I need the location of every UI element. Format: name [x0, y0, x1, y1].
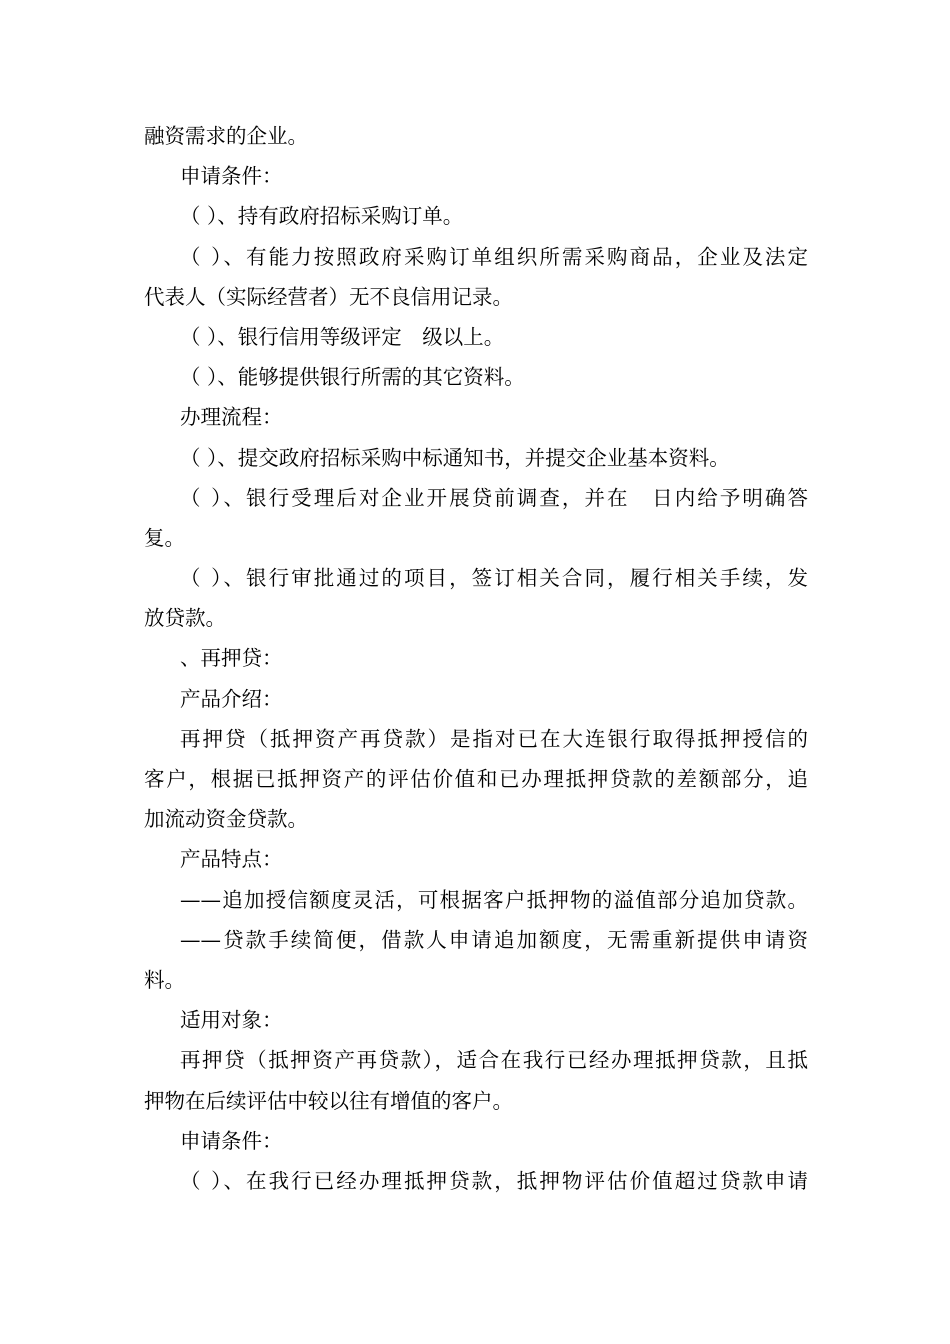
paragraph-line: 加流动资金贷款。 — [144, 807, 308, 832]
list-item: （ ）、提交政府招标采购中标通知书，并提交企业基本资料。 — [180, 445, 730, 470]
section-heading-introduction: 产品介绍： — [180, 686, 283, 711]
section-heading-features: 产品特点： — [180, 847, 283, 872]
paragraph-line: 押物在后续评估中较以往有增值的客户。 — [144, 1088, 513, 1113]
paragraph-line: 客户，根据已抵押资产的评估价值和已办理抵押贷款的差额部分，追 — [144, 767, 808, 791]
document-body — [144, 116, 808, 1201]
paragraph-line: 复。 — [144, 525, 185, 550]
paragraph-line: 融资需求的企业。 — [144, 124, 308, 148]
list-item: ——追加授信额度灵活，可根据客户抵押物的溢值部分追加贷款。 — [180, 887, 808, 912]
list-item: ——贷款手续简便，借款人申请追加额度，无需重新提供申请资 — [180, 927, 808, 952]
list-item: （ ）、有能力按照政府采购订单组织所需采购商品，企业及法定 — [180, 244, 808, 269]
paragraph-line: 代表人（实际经营者）无不良信用记录。 — [144, 284, 513, 309]
list-item: （ ）、银行受理后对企业开展贷前调查，并在 日内给予明确答 — [180, 485, 808, 510]
list-item: （ ）、在我行已经办理抵押贷款，抵押物评估价值超过贷款申请 — [180, 1168, 808, 1193]
list-item: （ ）、银行信用等级评定 级以上。 — [180, 324, 505, 349]
list-item: （ ）、能够提供银行所需的其它资料。 — [180, 365, 525, 390]
list-item: （ ）、持有政府招标采购订单。 — [180, 204, 464, 229]
list-item: （ ）、银行审批通过的项目，签订相关合同，履行相关手续，发 — [180, 566, 808, 591]
paragraph-line: 再押贷（抵押资产再贷款），适合在我行已经办理抵押贷款，且抵 — [180, 1048, 808, 1073]
paragraph-line: 再押贷（抵押资产再贷款）是指对已在大连银行取得抵押授信的 — [180, 726, 808, 751]
paragraph-line: 放贷款。 — [144, 606, 226, 631]
paragraph-line: 料。 — [144, 967, 185, 992]
section-heading-application-conditions: 申请条件： — [180, 164, 283, 189]
section-heading-process: 办理流程： — [180, 405, 283, 430]
section-heading-application-conditions: 申请条件： — [180, 1128, 283, 1153]
product-title: 、再押贷： — [180, 646, 283, 671]
section-heading-target-customers: 适用对象： — [180, 1008, 283, 1033]
